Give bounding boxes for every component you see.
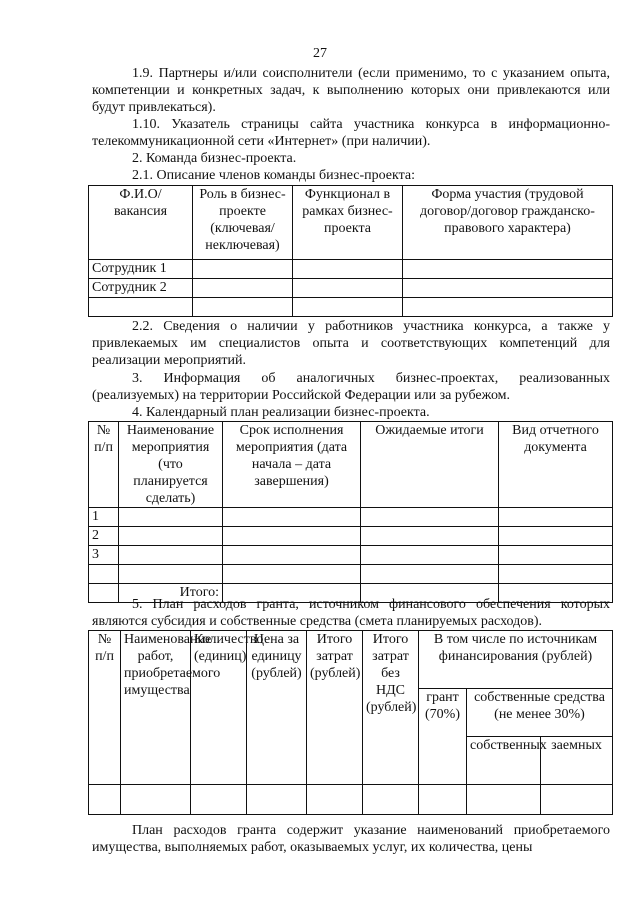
paragraph-3: 3. Информация об аналогичных бизнес-проектах, реализованных (реализуемых) на территории Российской Федерации или за рубежом. — [92, 371, 610, 403]
row-number — [89, 565, 119, 584]
paragraph-final: План расходов гранта содержит указание наименований приобретаемого имущества, выполняемых работ, оказываемых услуг, их количества, цены — [92, 823, 610, 855]
total-label: Итого: — [119, 584, 223, 603]
budget-header-cell: собственных — [467, 737, 541, 785]
calendar-header-cell: Ожидаемые итоги — [361, 422, 499, 508]
budget-table-header-1 — [89, 631, 613, 689]
calendar-table — [88, 421, 613, 603]
team-row-label — [89, 298, 193, 317]
team-table-header — [89, 186, 613, 260]
heading-2-1: 2.1. Описание членов команды бизнес-проекта: — [132, 168, 416, 183]
table-row — [89, 260, 613, 279]
budget-header-cell: Наименование работ, приобретаемого имущества — [121, 631, 191, 785]
calendar-header-cell: № п/п — [89, 422, 119, 508]
team-header-cell: Ф.И.О/ вакансия — [89, 186, 193, 260]
budget-header-cell: № п/п — [89, 631, 121, 785]
budget-header-cell: Итого затрат без НДС (рублей) — [363, 631, 419, 785]
row-number: 2 — [89, 527, 119, 546]
team-header-cell: Роль в бизнес-проекте (ключевая/ неключевая) — [193, 186, 293, 260]
page-number: 27 — [313, 46, 327, 61]
paragraph-1-9: 1.9. Партнеры и/или соисполнители (если применимо, то с указанием опыта, компетенции и конкретных задач, к выполнению которых они привлекаются или будут привлекаться). — [92, 66, 610, 115]
table-row — [89, 565, 613, 584]
budget-header-cell: заемных — [541, 737, 613, 785]
team-header-cell: Форма участия (трудовой договор/договор гражданско-правового характера) — [403, 186, 613, 260]
budget-header-cell: грант (70%) — [419, 689, 467, 785]
table-row — [89, 279, 613, 298]
team-header-cell: Функционал в рамках бизнес-проекта — [293, 186, 403, 260]
calendar-table-header — [89, 422, 613, 508]
table-row — [89, 508, 613, 527]
budget-header-cell: Количество (единиц) — [191, 631, 247, 785]
budget-header-cell: Итого затрат (рублей) — [307, 631, 363, 785]
heading-2: 2. Команда бизнес-проекта. — [132, 151, 297, 166]
table-row — [89, 527, 613, 546]
team-row-label: Сотрудник 2 — [89, 279, 193, 298]
table-row — [89, 546, 613, 565]
table-row — [89, 785, 613, 815]
team-table — [88, 185, 613, 317]
table-row — [89, 298, 613, 317]
team-row-label: Сотрудник 1 — [89, 260, 193, 279]
calendar-header-cell: Срок исполнения мероприятия (дата начала – дата завершения) — [223, 422, 361, 508]
row-number: 3 — [89, 546, 119, 565]
paragraph-5: 5. План расходов гранта, источником финансового обеспечения которых являются субсидия и собственные средства (смета планируемых расходов). — [92, 597, 610, 629]
calendar-header-cell: Вид отчетного документа — [499, 422, 613, 508]
calendar-header-cell: Наименование мероприятия (что планируется сделать) — [119, 422, 223, 508]
paragraph-2-2: 2.2. Сведения о наличии у работников участника конкурса, а также у привлекаемых им специалистов опыта и соответствующих компетенций для реализации мероприятий. — [92, 319, 610, 368]
budget-header-cell: Цена за единицу (рублей) — [247, 631, 307, 785]
budget-header-cell: собственные средства (не менее 30%) — [467, 689, 613, 737]
paragraph-1-10: 1.10. Указатель страницы сайта участника конкурса в информационно-телекоммуникационной сети «Интернет» (при наличии). — [92, 117, 610, 149]
budget-header-cell: В том числе по источникам финансирования (рублей) — [419, 631, 613, 689]
row-number: 1 — [89, 508, 119, 527]
budget-table — [88, 630, 613, 815]
heading-4: 4. Календарный план реализации бизнес-проекта. — [132, 405, 430, 420]
